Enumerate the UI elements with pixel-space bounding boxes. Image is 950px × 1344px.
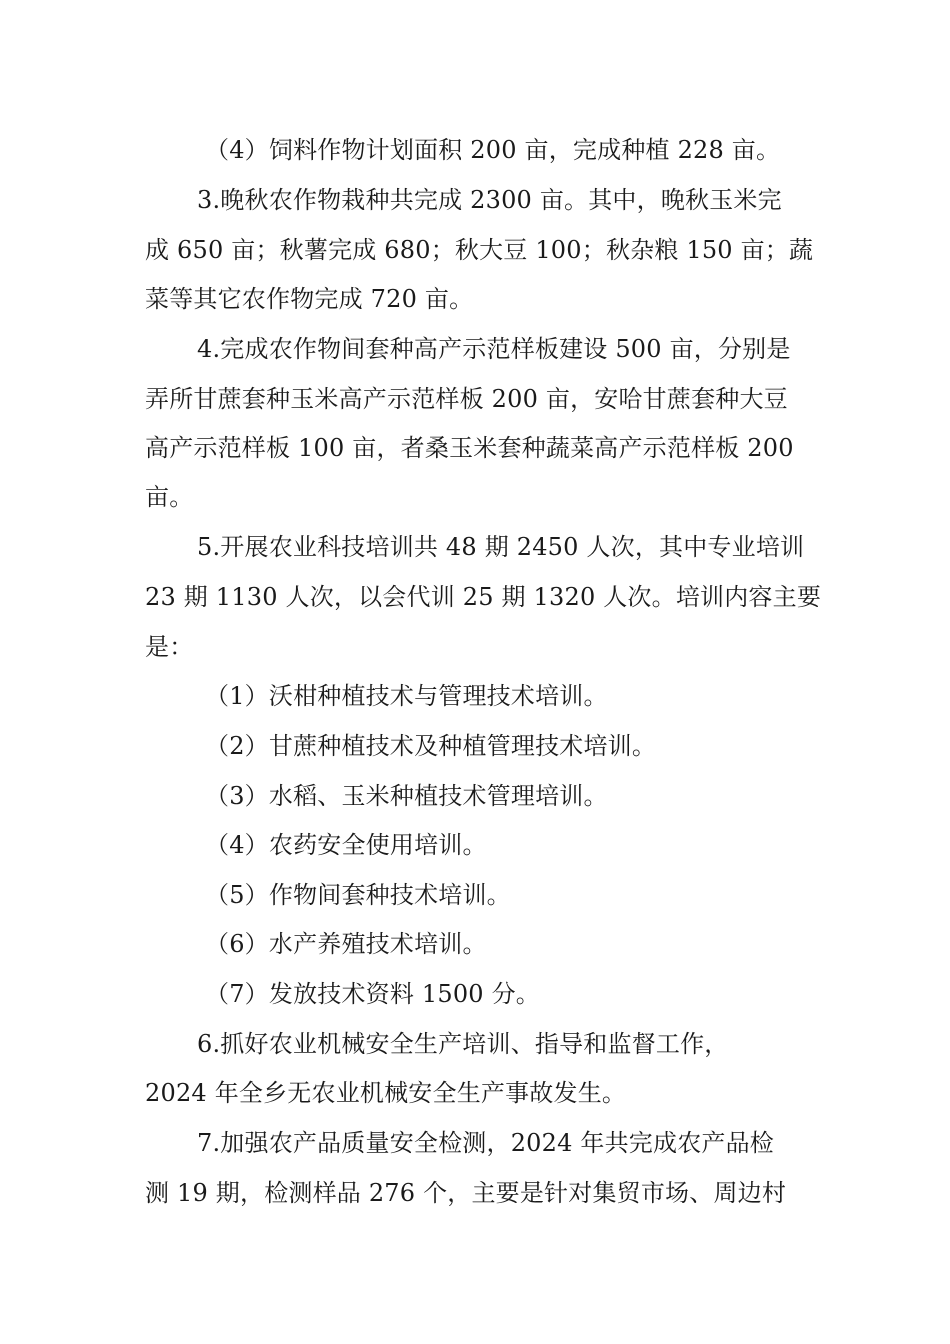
text-line: 亩。 bbox=[145, 483, 194, 511]
text-line: 2024 年全乡无农业机械安全生产事故发生。 bbox=[145, 1079, 627, 1107]
text-line: 23 期 1130 人次，以会代训 25 期 1320 人次。培训内容主要 bbox=[145, 583, 822, 611]
text-line: 6.抓好农业机械安全生产培训、指导和监督工作， bbox=[197, 1030, 729, 1058]
text-line: （4）饲料作物计划面积 200 亩，完成种植 228 亩。 bbox=[205, 136, 781, 164]
text-line: 测 19 期，检测样品 276 个，主要是针对集贸市场、周边村 bbox=[145, 1179, 787, 1207]
text-line: （2）甘蔗种植技术及种植管理技术培训。 bbox=[205, 732, 657, 760]
text-line: （4）农药安全使用培训。 bbox=[205, 831, 487, 859]
text-line: 弄所甘蔗套种玉米高产示范样板 200 亩，安哈甘蔗套种大豆 bbox=[145, 385, 788, 413]
text-line: （7）发放技术资料 1500 分。 bbox=[205, 980, 541, 1008]
text-line: （1）沃柑种植技术与管理技术培训。 bbox=[205, 682, 608, 710]
text-line: 是： bbox=[145, 633, 194, 661]
text-line: （6）水产养殖技术培训。 bbox=[205, 930, 487, 958]
text-line: 菜等其它农作物完成 720 亩。 bbox=[145, 285, 474, 313]
text-line: 4.完成农作物间套种高产示范样板建设 500 亩，分别是 bbox=[197, 335, 791, 363]
text-line: 7.加强农产品质量安全检测，2024 年共完成农产品检 bbox=[197, 1129, 775, 1157]
text-line: 3.晚秋农作物栽种共完成 2300 亩。其中，晚秋玉米完 bbox=[197, 186, 782, 214]
text-line: （3）水稻、玉米种植技术管理培训。 bbox=[205, 782, 608, 810]
text-line: 5.开展农业科技培训共 48 期 2450 人次，其中专业培训 bbox=[197, 533, 805, 561]
text-line: （5）作物间套种技术培训。 bbox=[205, 881, 511, 909]
text-line: 成 650 亩；秋薯完成 680；秋大豆 100；秋杂粮 150 亩；蔬 bbox=[145, 236, 814, 264]
text-line: 高产示范样板 100 亩，者桑玉米套种蔬菜高产示范样板 200 bbox=[145, 434, 794, 462]
